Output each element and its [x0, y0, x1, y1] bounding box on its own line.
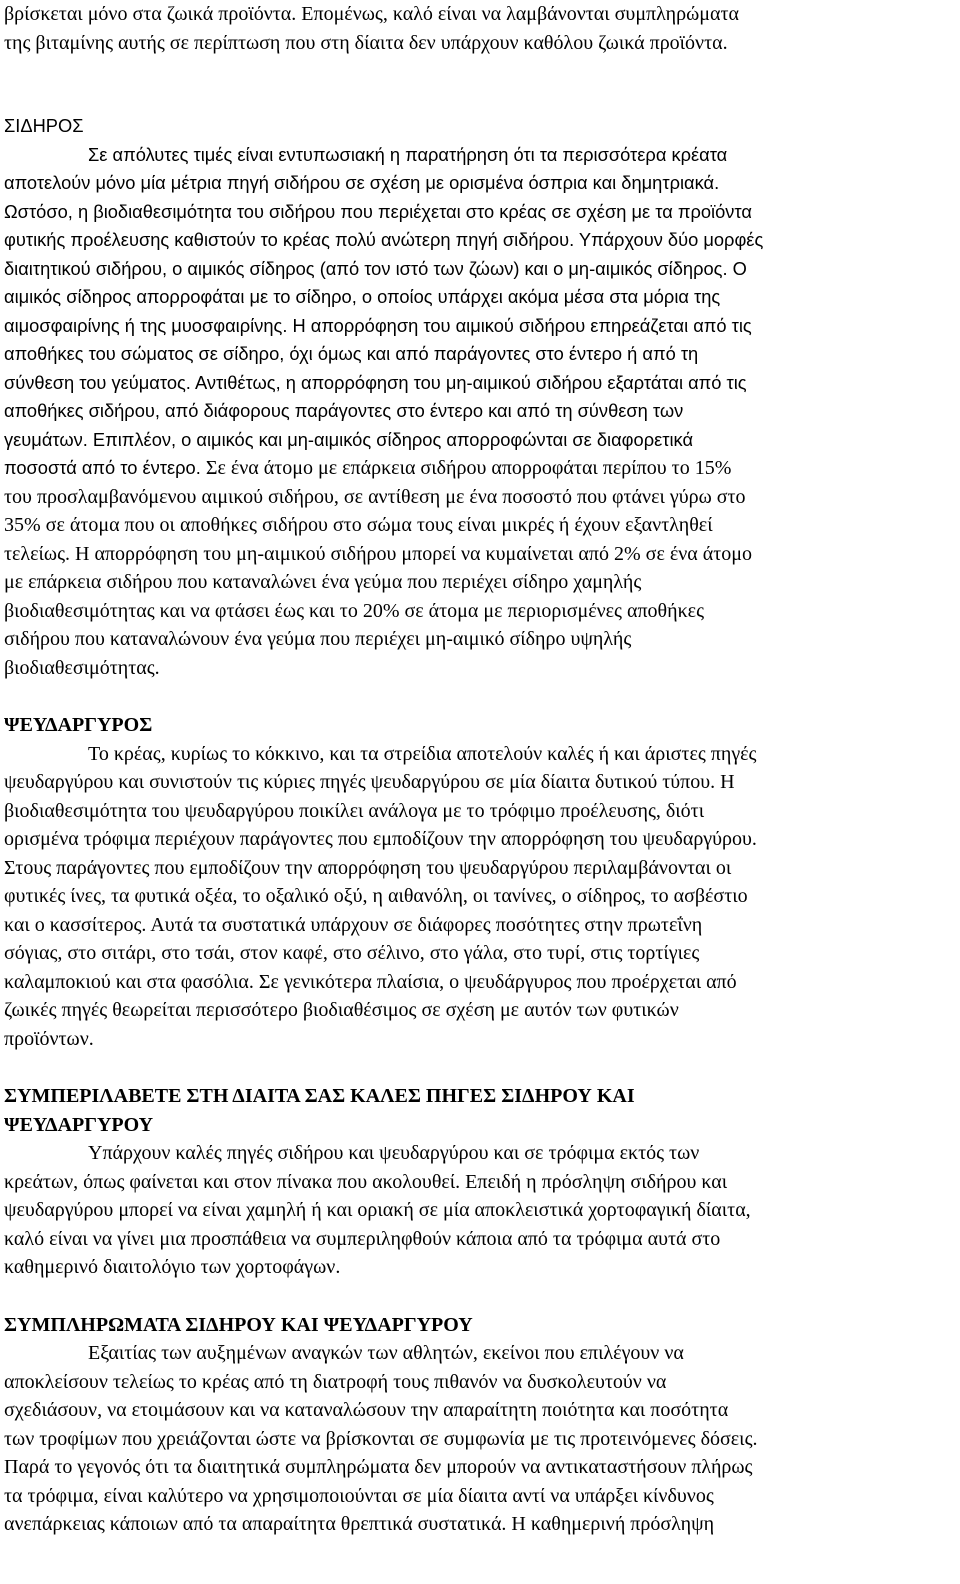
- text-line: φυτικές ίνες, τα φυτικά οξέα, το οξαλικό οξύ, η αιθανόλη, οι τανίνες, ο σίδηρος, το ασβέστιο: [4, 885, 748, 907]
- text-line: γευμάτων. Επιπλέον, ο αιμικός και μη-αιμικός σίδηρος απορροφώνται σε διαφορετικά: [4, 428, 694, 450]
- text-line: ορισμένα τρόφιμα περιέχουν παράγοντες που εμποδίζουν την απορρόφηση του ψευδαργύρου.: [4, 828, 757, 850]
- supplements-section: [4, 1311, 956, 1539]
- text-line: φυτικής προέλευσης καθιστούν το κρέας πολύ ανώτερη πηγή σιδήρου. Υπάρχουν δύο μορφές: [4, 229, 764, 250]
- spacer: [4, 682, 956, 711]
- section-title-zinc: ΨΕΥΔΑΡΓΥΡΟΣ: [4, 714, 153, 736]
- text-line: αποθήκες σιδήρου, από διάφορους παράγοντες στο έντερο και από τη σύνθεση των: [4, 400, 684, 421]
- text-line: ζωικές πηγές θεωρείται περισσότερο βιοδιαθέσιμος σε σχέση με αυτόν των φυτικών: [4, 999, 679, 1021]
- text-line: καλό είναι να γίνει μια προσπάθεια να συμπεριληφθούν κάποια από τα τρόφιμα αυτά στο: [4, 1227, 721, 1250]
- text-line-mixed: [4, 454, 956, 483]
- section-title-supplements: ΣΥΜΠΛΗΡΩΜΑΤΑ ΣΙΔΗΡΟΥ ΚΑΙ ΨΕΥΔΑΡΓΥΡΟΥ: [4, 1313, 473, 1336]
- spacer: [4, 57, 956, 112]
- text-line: Στους παράγοντες που εμποδίζουν την απορρόφηση του ψευδαργύρου περιλαμβάνονται οι: [4, 856, 732, 879]
- document-page: [4, 0, 956, 1539]
- text-line: αποθήκες του σώματος σε σίδηρο, όχι όμως και από παράγοντες στο έντερο ή από τη: [4, 343, 699, 364]
- text-line: βιοδιαθεσιμότητας.: [4, 656, 160, 679]
- text-line: διαιτητικού σιδήρου, ο αιμικός σίδηρος (από τον ιστό των ζώων) και ο μη-αιμικός σίδηρος. Ο: [4, 257, 747, 279]
- text-fragment: ποσοστά από το έντερο.: [4, 457, 201, 478]
- text-line: της βιταμίνης αυτής σε περίπτωση που στη δίαιτα δεν υπάρχουν καθόλου ζωικά προϊόντα.: [4, 31, 728, 54]
- text-line: προϊόντων.: [4, 1027, 94, 1050]
- spacer: [4, 1053, 956, 1082]
- text-line: βιοδιαθεσιμότητα του ψευδαργύρου ποικίλει ανάλογα με το τρόφιμο προέλευσης, διότι: [4, 799, 705, 822]
- text-line: με επάρκεια σιδήρου που καταναλώνει ένα γεύμα που περιέχει σίδηρο χαμηλής: [4, 571, 642, 593]
- text-line: αιμοσφαιρίνης ή της μυοσφαιρίνης. Η απορρόφηση του αιμικού σιδήρου επηρεάζεται από τις: [4, 314, 752, 336]
- iron-paragraph-serif: [4, 483, 956, 683]
- text-fragment: Σε ένα άτομο με επάρκεια σιδήρου απορροφάται περίπου το 15%: [200, 457, 732, 479]
- text-line: ψευδαργύρου και συνιστούν τις κύριες πηγές ψευδαργύρου σε μία δίαιτα δυτικού τύπου. Η: [4, 771, 735, 793]
- section-title-iron: ΣΙΔΗΡΟΣ: [4, 115, 84, 136]
- zinc-section: [4, 711, 956, 1053]
- iron-paragraph: [4, 141, 956, 483]
- include-section: [4, 1082, 956, 1282]
- spacer: [4, 1282, 956, 1311]
- text-line: σιδήρου που καταναλώνουν ένα γεύμα που περιέχει μη-αιμικό σίδηρο υψηλής: [4, 628, 632, 650]
- include-paragraph: [4, 1139, 956, 1282]
- text-line: 35% σε άτομα που οι αποθήκες σιδήρου στο σώμα τους είναι μικρές ή έχουν εξαντληθεί: [4, 514, 713, 536]
- text-line: Εξαιτίας των αυξημένων αναγκών των αθλητών, εκείνοι που επιλέγουν να: [88, 1342, 684, 1364]
- text-line: βιοδιαθεσιμότητας και να φτάσει έως και το 20% σε άτομα με περιορισμένες αποθήκες: [4, 599, 704, 622]
- supplements-paragraph: [4, 1339, 956, 1539]
- text-line: ανεπάρκειας κάποιων από τα απαραίτητα θρεπτικά συστατικά. Η καθημερινή πρόσληψη: [4, 1513, 715, 1535]
- text-line: Παρά το γεγονός ότι τα διαιτητικά συμπληρώματα δεν μπορούν να αντικαταστήσουν πλήρως: [4, 1456, 753, 1478]
- text-line: βρίσκεται μόνο στα ζωικά προϊόντα. Επομένως, καλό είναι να λαμβάνονται συμπληρώματα: [4, 3, 739, 25]
- text-line: αιμικός σίδηρος απορροφάται με το σίδηρο, ο οποίος υπάρχει ακόμα μέσα στα μόρια της: [4, 286, 721, 307]
- text-line: Σε απόλυτες τιμές είναι εντυπωσιακή η παρατήρηση ότι τα περισσότερα κρέατα: [88, 143, 728, 165]
- text-line: Το κρέας, κυρίως το κόκκινο, και τα στρείδια αποτελούν καλές ή και άριστες πηγές: [88, 742, 757, 765]
- text-line: καλαμποκιού και στα φασόλια. Σε γενικότερα πλαίσια, ο ψευδάργυρος που προέρχεται από: [4, 970, 737, 993]
- text-line: Ωστόσο, η βιοδιαθεσιμότητα του σιδήρου που περιέχεται στο κρέας σε σχέση με τα προϊόντα: [4, 200, 752, 222]
- text-line: αποτελούν μόνο μία μέτρια πηγή σιδήρου σε σχέση με ορισμένα όσπρια και δημητριακά.: [4, 172, 720, 193]
- text-line: των τροφίμων που χρειάζονται ώστε να βρίσκονται σε συμφωνία με τις προτεινόμενες δόσεις.: [4, 1427, 758, 1450]
- text-line: σόγιας, στο σιτάρι, στο τσάι, στον καφέ, στο σέλινο, στο γάλα, στο τυρί, στις τορτίγιες: [4, 942, 700, 964]
- section-title-include-cont: ΨΕΥΔΑΡΓΥΡΟΥ: [4, 1113, 154, 1136]
- iron-section: [4, 112, 956, 682]
- text-line: Υπάρχουν καλές πηγές σιδήρου και ψευδαργύρου και σε τρόφιμα εκτός των: [88, 1142, 700, 1164]
- text-line: κρεάτων, όπως φαίνεται και στον πίνακα που ακολουθεί. Επειδή η πρόσληψη σιδήρου και: [4, 1170, 728, 1193]
- text-line: αποκλείσουν τελείως το κρέας από τη διατροφή τους πιθανόν να δυσκολευτούν να: [4, 1370, 667, 1393]
- section-title-include: ΣΥΜΠΕΡΙΛΑΒΕΤΕ ΣΤΗ ΔΙΑΙΤΑ ΣΑΣ ΚΑΛΕΣ ΠΗΓΕΣ ΣΙΔΗΡΟΥ ΚΑΙ: [4, 1085, 635, 1107]
- intro-paragraph: [4, 0, 956, 57]
- text-line: τελείως. Η απορρόφηση του μη-αιμικού σιδήρου μπορεί να κυμαίνεται από 2% σε ένα άτομο: [4, 542, 753, 565]
- text-line: και ο κασσίτερος. Αυτά τα συστατικά υπάρχουν σε διάφορες ποσότητες στην πρωτεΐνη: [4, 913, 703, 936]
- text-line: σύνθεση του γεύματος. Αντιθέτως, η απορρόφηση του μη-αιμικού σιδήρου εξαρτάται από τις: [4, 371, 747, 393]
- text-line: τα τρόφιμα, είναι καλύτερο να χρησιμοποιούνται σε μία δίαιτα αντί να υπάρξει κίνδυνος: [4, 1484, 714, 1507]
- zinc-paragraph: [4, 740, 956, 1054]
- text-line: του προσλαμβανόμενου αιμικού σιδήρου, σε αντίθεση με ένα ποσοστό που φτάνει γύρω στο: [4, 485, 746, 508]
- text-line: ψευδαργύρου μπορεί να είναι χαμηλή ή και οριακή σε μία αποκλειστικά χορτοφαγική δίαιτα,: [4, 1199, 751, 1221]
- text-line: σχεδιάσουν, να ετοιμάσουν και να καταναλώσουν την απαραίτητη ποιότητα και ποσότητα: [4, 1399, 729, 1421]
- text-line: καθημερινό διαιτολόγιο των χορτοφάγων.: [4, 1256, 341, 1278]
